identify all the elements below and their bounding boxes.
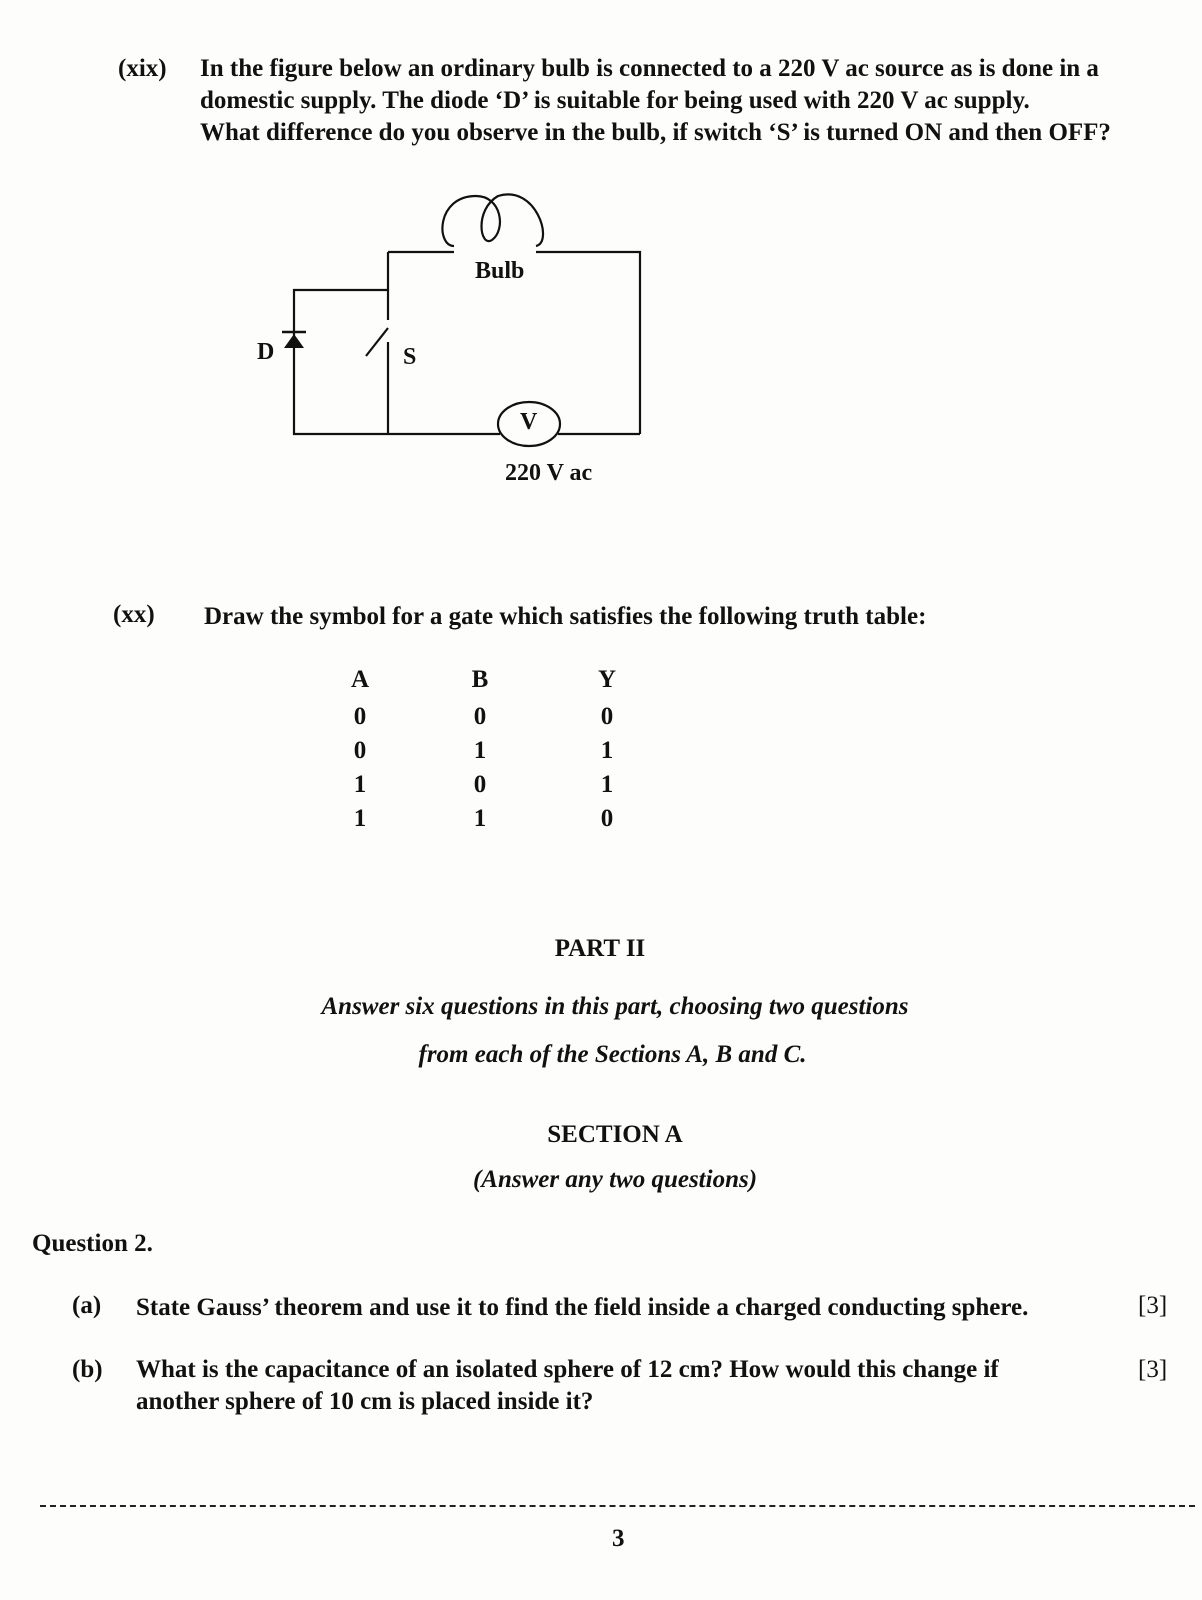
question-xix-line-1: In the figure below an ordinary bulb is connected to a 220 V ac source as is done in a xyxy=(200,55,1099,82)
question-2a-marks: [3] xyxy=(1138,1292,1168,1319)
question-2-heading: Question 2. xyxy=(32,1230,153,1257)
question-number-xix: (xix) xyxy=(118,55,167,82)
page-number: 3 xyxy=(612,1525,625,1552)
footer-divider xyxy=(40,1505,1195,1507)
truth-table-cell: 1 xyxy=(600,737,614,764)
question-2b-line-1: What is the capacitance of an isolated sphere of 12 cm? How would this change if xyxy=(136,1356,999,1383)
question-2b-label: (b) xyxy=(72,1356,103,1383)
circuit-diagram xyxy=(240,170,680,510)
diode-label: D xyxy=(257,339,275,365)
switch-blade xyxy=(366,328,388,356)
truth-table-cell: 0 xyxy=(353,737,367,764)
truth-table-cell: 1 xyxy=(353,771,367,798)
truth-table-header-y: Y xyxy=(597,666,617,693)
truth-table-col-b xyxy=(460,660,500,836)
part-ii-instruction-1: Answer six questions in this part, choosing two questions xyxy=(321,993,909,1020)
truth-table-cell: 1 xyxy=(473,737,487,764)
truth-table-header-b: B xyxy=(471,666,489,693)
question-2b-marks: [3] xyxy=(1138,1356,1168,1383)
truth-table-cell: 0 xyxy=(600,805,614,832)
question-2b-line-2: another sphere of 10 cm is placed inside it? xyxy=(136,1388,594,1415)
part-ii-instruction-2: from each of the Sections A, B and C. xyxy=(418,1041,807,1068)
question-xx-text: Draw the symbol for a gate which satisfies the following truth table: xyxy=(204,603,927,630)
wire-left-loop xyxy=(294,252,500,434)
truth-table-cell: 1 xyxy=(473,805,487,832)
source-voltage-label: 220 V ac xyxy=(505,460,593,486)
wire-top-right xyxy=(536,252,640,434)
truth-table-col-y xyxy=(587,660,627,836)
part-ii-title: PART II xyxy=(554,935,646,962)
question-xix-text xyxy=(200,53,1120,149)
truth-table-cell: 1 xyxy=(600,771,614,798)
bulb-filament xyxy=(442,194,543,246)
truth-table-col-a xyxy=(340,660,380,836)
question-2b-text xyxy=(136,1354,1061,1418)
section-a-title: SECTION A xyxy=(547,1121,683,1148)
section-a-subtitle: (Answer any two questions) xyxy=(472,1166,758,1193)
bulb-label: Bulb xyxy=(475,258,525,284)
switch-label: S xyxy=(403,344,417,370)
question-xix-line-3: What difference do you observe in the bulb, if switch ‘S’ is turned ON and then OFF? xyxy=(200,119,1111,146)
truth-table-cell: 0 xyxy=(600,703,614,730)
question-xix-line-2: domestic supply. The diode ‘D’ is suitable for being used with 220 V ac supply. xyxy=(200,87,1030,114)
truth-table-cell: 1 xyxy=(353,805,367,832)
truth-table-cell: 0 xyxy=(353,703,367,730)
truth-table-cell: 0 xyxy=(473,703,487,730)
question-2a-label: (a) xyxy=(72,1292,102,1319)
question-2a-text: State Gauss’ theorem and use it to find the field inside a charged conducting sphere. xyxy=(136,1294,1029,1321)
question-number-xx: (xx) xyxy=(113,601,155,628)
diode-symbol xyxy=(282,332,306,348)
truth-table-header-a: A xyxy=(350,666,370,693)
truth-table-cell: 0 xyxy=(473,771,487,798)
source-symbol-label: V xyxy=(520,409,538,435)
